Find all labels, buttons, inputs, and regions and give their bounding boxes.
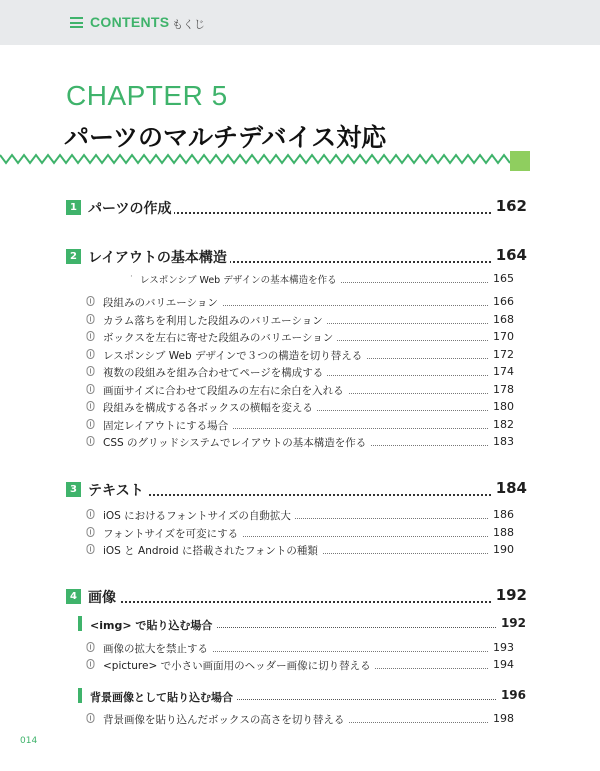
page-number: 014 (20, 736, 38, 746)
toc-item[interactable] (86, 348, 514, 363)
clip-icon (86, 527, 95, 537)
subsection-page: 192 (497, 616, 526, 630)
chapter-title: パーツのマルチデバイス対応 (64, 123, 387, 152)
toc-item[interactable] (86, 641, 514, 656)
item-text: フォントサイズを可変にする (103, 526, 242, 541)
item-page: 186 (489, 508, 514, 521)
item-text: レスポンシブ Web デザインの基本構造を作る (140, 272, 341, 286)
clip-icon (86, 366, 95, 376)
chapter-label: CHAPTER 5 (66, 80, 228, 111)
item-text: 段組みのバリエーション (103, 295, 222, 310)
section-number: 3 (66, 482, 81, 497)
clip-icon (86, 349, 95, 359)
section-3[interactable] (66, 480, 527, 500)
item-page: 178 (489, 383, 514, 396)
item-page: 190 (489, 543, 514, 556)
subsection-title: <img> で貼り込む場合 (90, 617, 216, 633)
clip-icon (86, 509, 95, 519)
toc-item[interactable] (86, 365, 514, 380)
item-text: 固定レイアウトにする場合 (103, 418, 232, 433)
toc-item[interactable] (86, 435, 514, 450)
item-page: 174 (489, 365, 514, 378)
subsection-img[interactable] (78, 616, 526, 632)
toc-item[interactable] (86, 658, 514, 673)
section-number: 4 (66, 589, 81, 604)
clip-icon (86, 331, 95, 341)
item-text: 段組みを構成する各ボックスの横幅を変える (103, 400, 317, 415)
item-text: 複数の段組みを組み合わせてページを構成する (103, 365, 327, 380)
item-page: 180 (489, 400, 514, 413)
toc-item[interactable] (86, 526, 514, 541)
item-text: CSS のグリッドシステムでレイアウトの基本構造を作る (103, 435, 370, 450)
section-2[interactable] (66, 247, 527, 267)
section-page: 162 (492, 197, 527, 215)
section-page: 164 (492, 246, 527, 264)
leader-dots (88, 494, 527, 496)
item-page: 193 (489, 641, 514, 654)
page-header (0, 0, 600, 45)
toc-item[interactable] (86, 712, 514, 727)
item-page: 166 (489, 295, 514, 308)
subsection-page: 196 (497, 688, 526, 702)
section-page: 192 (492, 586, 527, 604)
item-text: iOS におけるフォントサイズの自動拡大 (103, 508, 295, 523)
section-title: レイアウトの基本構造 (88, 247, 230, 267)
section-title: 画像 (88, 587, 119, 607)
clip-icon (86, 544, 95, 554)
clip-icon (86, 642, 95, 652)
item-page: 198 (489, 712, 514, 725)
item-text: 画面サイズに合わせて段組みの左右に余白を入れる (103, 383, 348, 398)
toc-item[interactable] (86, 418, 514, 433)
subsection-bar (78, 616, 82, 631)
bullet-dot-icon: · (130, 272, 133, 282)
item-text: 背景画像を貼り込んだボックスの高さを切り替える (103, 712, 348, 727)
clip-icon (86, 384, 95, 394)
toc-item[interactable] (86, 543, 514, 558)
clip-icon (86, 314, 95, 324)
item-text: 画像の拡大を禁止する (103, 641, 212, 656)
toc-item[interactable] (86, 383, 514, 398)
section-number: 1 (66, 200, 81, 215)
toc-item[interactable] (86, 400, 514, 415)
item-page: 170 (489, 330, 514, 343)
section-4[interactable] (66, 587, 527, 607)
section-number: 2 (66, 249, 81, 264)
item-page: 165 (489, 272, 514, 285)
toc-item[interactable] (86, 330, 514, 345)
item-text: レスポンシブ Web デザインで３つの構造を切り替える (103, 348, 366, 363)
clip-icon (86, 296, 95, 306)
clip-icon (86, 659, 95, 669)
section-title: パーツの作成 (88, 198, 174, 218)
item-page: 194 (489, 658, 514, 671)
clip-icon (86, 419, 95, 429)
item-page: 182 (489, 418, 514, 431)
toc-item[interactable] (86, 313, 514, 328)
item-page: 188 (489, 526, 514, 539)
clip-icon (86, 401, 95, 411)
item-text: ボックスを左右に寄せた段組みのバリエーション (103, 330, 337, 345)
item-text: <picture> で小さい画面用のヘッダー画像に切り替える (103, 658, 375, 673)
header-subtitle: もくじ (172, 18, 205, 31)
item-page: 168 (489, 313, 514, 326)
divider-square (510, 151, 530, 171)
toc-item[interactable] (86, 295, 514, 310)
toc-item[interactable] (86, 508, 514, 523)
section-1[interactable] (66, 198, 527, 218)
subsection-background[interactable] (78, 688, 526, 704)
menu-icon (70, 17, 83, 28)
item-page: 183 (489, 435, 514, 448)
header-title: CONTENTS (90, 14, 170, 30)
subsection-bar (78, 688, 82, 703)
clip-icon (86, 713, 95, 723)
section-page: 184 (492, 479, 527, 497)
item-text: カラム落ちを利用した段組みのバリエーション (103, 313, 327, 328)
section-title: テキスト (88, 480, 147, 500)
zigzag-divider (0, 149, 600, 173)
item-text: iOS と Android に搭載されたフォントの種類 (103, 543, 322, 558)
toc-note[interactable] (130, 272, 514, 287)
leader-dots (88, 601, 527, 603)
item-page: 172 (489, 348, 514, 361)
subsection-title: 背景画像として貼り込む場合 (90, 689, 237, 705)
clip-icon (86, 436, 95, 446)
